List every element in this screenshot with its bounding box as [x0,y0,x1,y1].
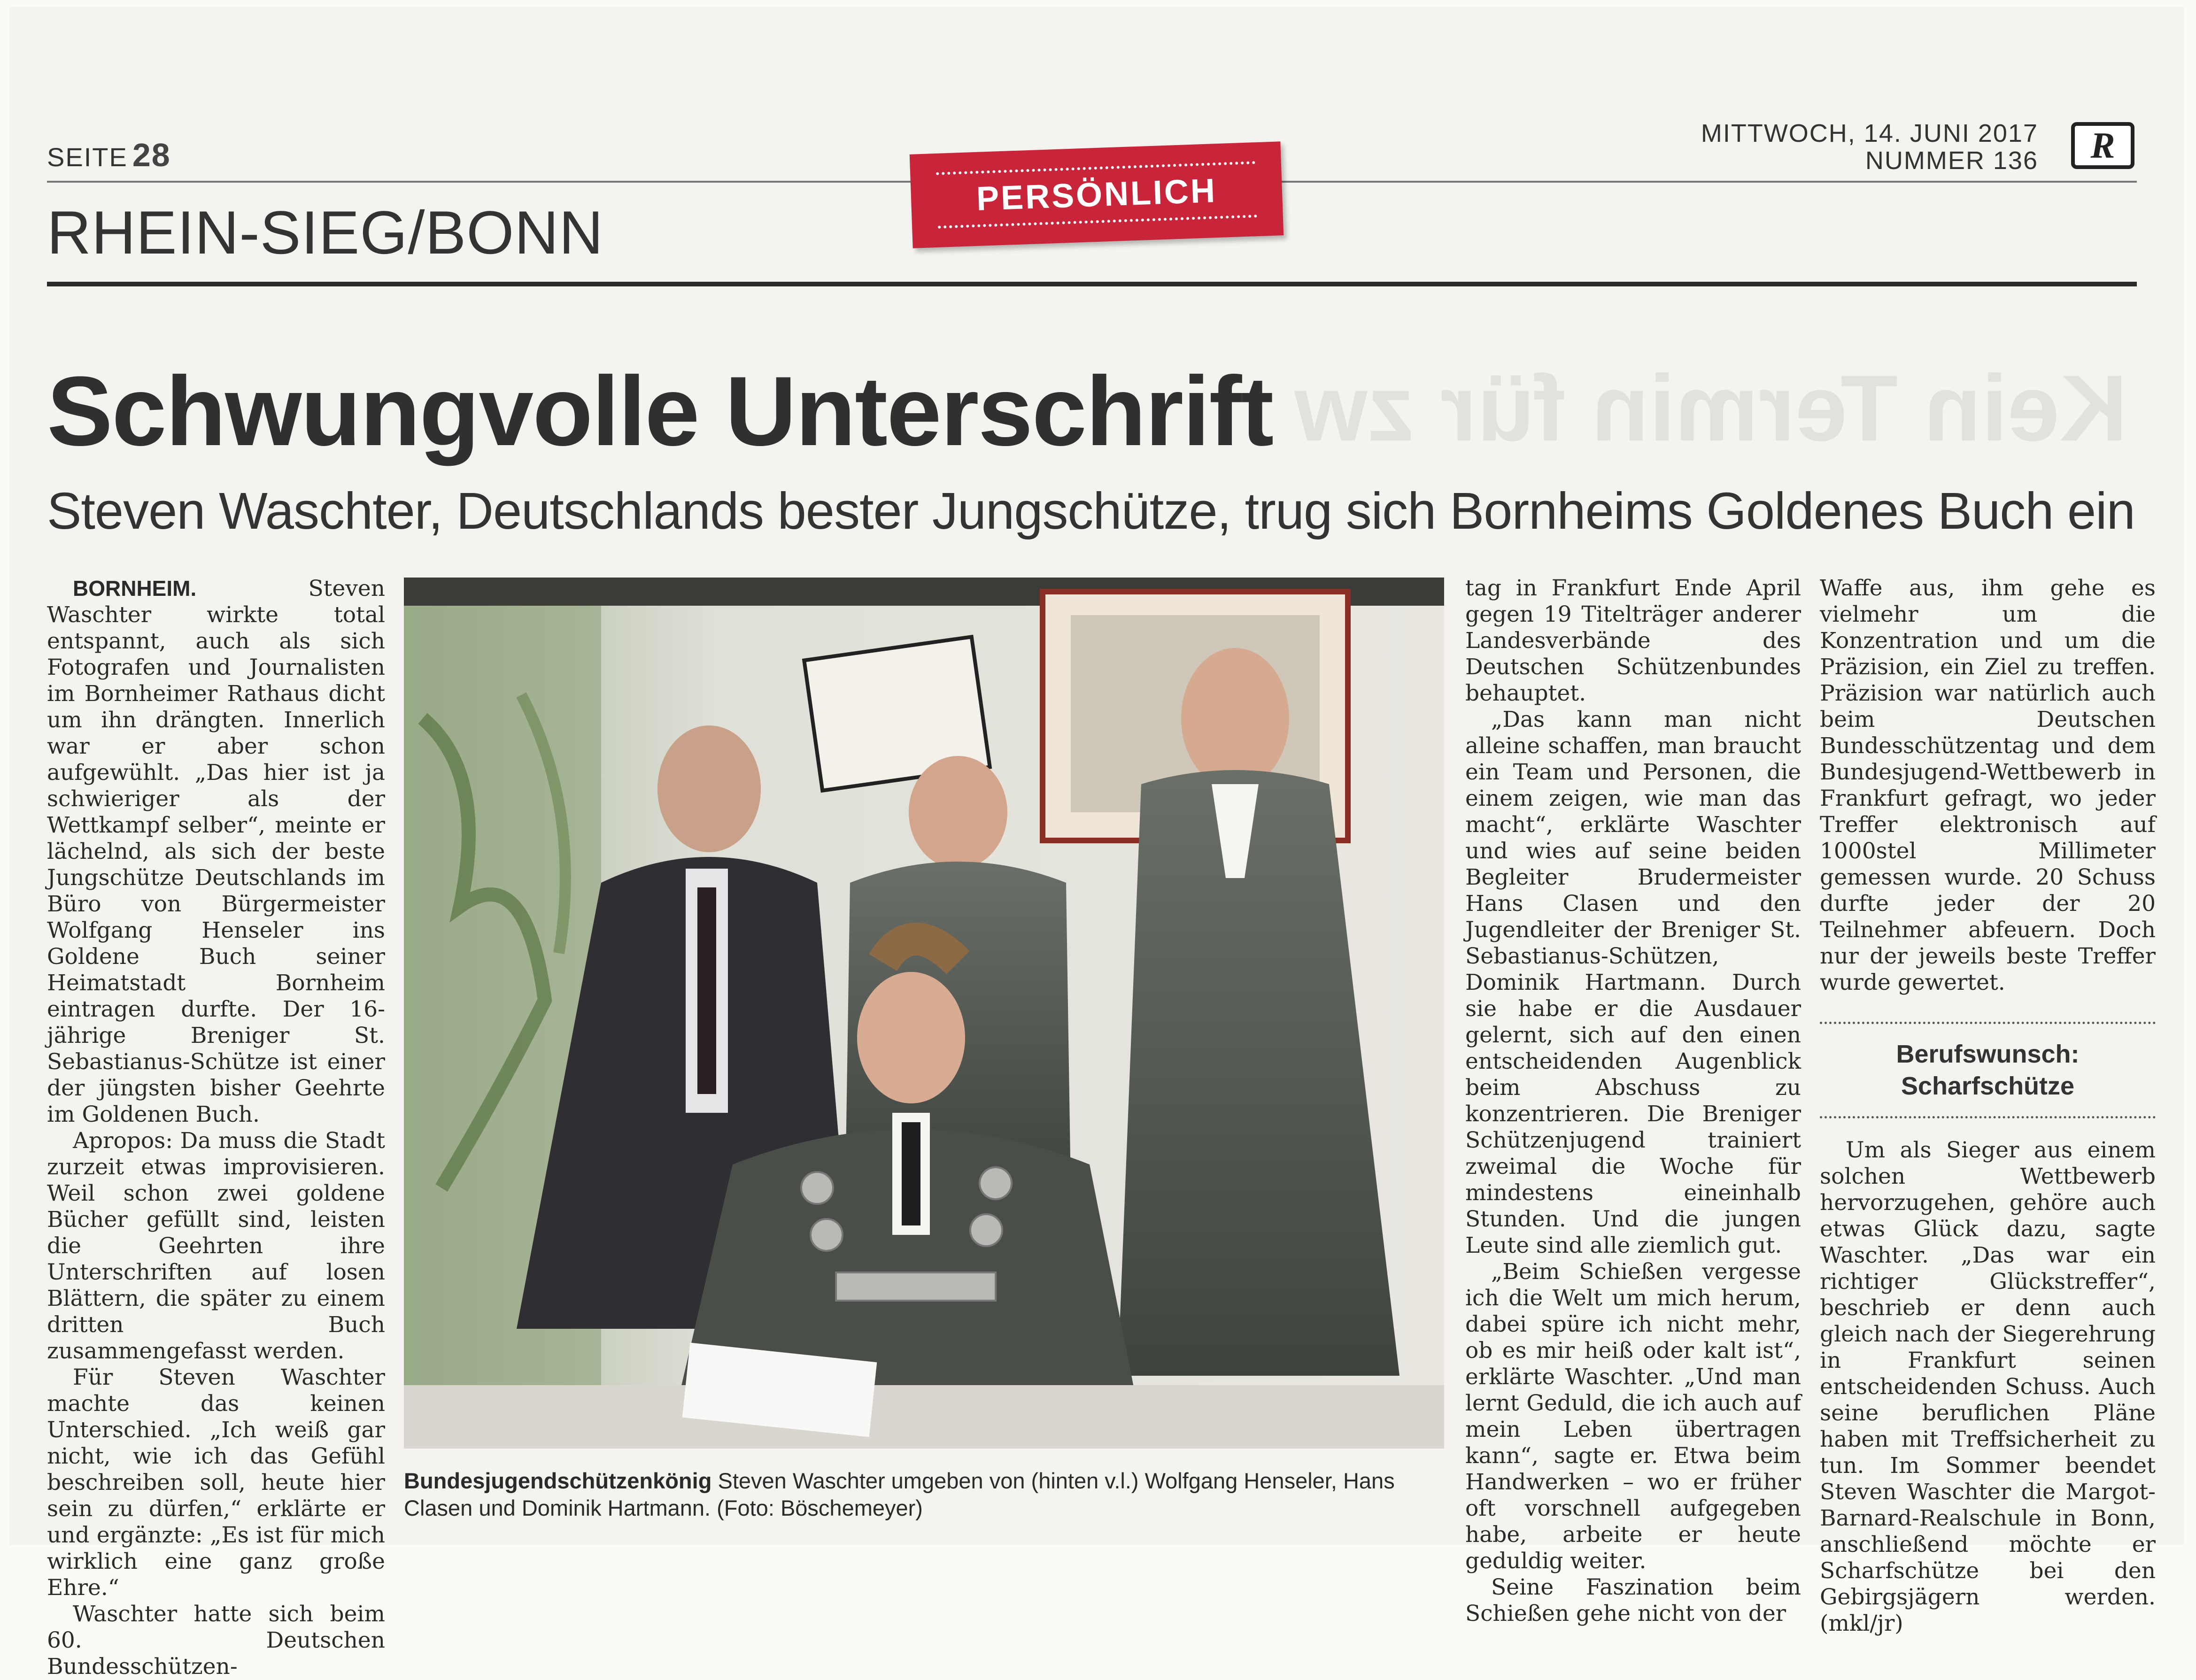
paragraph: Für Steven Waschter machte das keinen Unterschied. „Ich weiß gar nicht, wie ich das Gefühl beschreiben soll, heute hier sein zu dürfen,“ erklärte er und ergänzte: „Es ist für mich wirklich eine ganz große Ehre.“ [47,1364,385,1601]
paragraph: Waschter hatte sich beim 60. Deutschen Bundesschützen- [47,1601,385,1680]
page-number [47,136,171,174]
paragraph: Waffe aus, ihm gehe es vielmehr um die Konzentration und um die Präzision, ein Ziel zu treffen. Präzision war natürlich auch beim Deutschen Bundesschützentag und dem Bundesjugend-Wettbewerb in Frankfurt gefragt, wo jeder Treffer elektronisch auf 1000stel Millimeter gemessen wurde. 20 Schuss durfte jeder der 20 Teilnehmer abfeuern. Doch nur der jeweils beste Treffer wurde gewertet. [1820,575,2156,995]
article-photo [404,578,1444,1449]
article-column-4 [1820,575,2156,1637]
subtitle-line-2: Scharfschütze [1901,1072,2075,1100]
subtitle [1820,1038,2156,1102]
subheadline: Steven Waschter, Deutschlands bester Jungschütze, trug sich Bornheims Goldenes Buch ein [47,482,2135,540]
section-rule [47,282,2137,286]
paragraph: Um als Sieger aus einem solchen Wettbewerb hervorzugehen, gehöre auch etwas Glück dazu, sagte Waschter. „Das war ein richtiger Glückstreffer“, beschrieb er denn auch gleich nach der Siegerehrung in Frankfurt seinen entscheidenden Schuss. Auch seine beruflichen Pläne haben mit Treffsicherheit zu tun. Im Sommer beendet Steven Waschter die Margot-Barnard-Realschule in Bonn, anschließend möchte er Scharfschütze bei den Gebirgsjägern werden. (mkl/jr) [1820,1137,2156,1636]
photo-caption [404,1467,1444,1522]
paragraph: „Beim Schießen vergesse ich die Welt um mich herum, dabei spüre ich nicht mehr, ob es mir heiß oder kalt ist“, erklärte Waschter. „Und man lernt Geduld, die ich auch auf mein Leben übertragen kann“, sagte er. Etwa beim Handwerken – wo er früher oft vorschnell aufgegeben habe, arbeite er heute geduldig weiter. [1465,1259,1801,1574]
issue-info [1701,120,2038,174]
divider-dotted [1820,1116,2156,1118]
photo-illustration [404,578,1444,1449]
article-column-1 [47,575,385,1680]
divider-dotted [1820,1022,2156,1024]
bleed-through-text: Kein Termin für zw [1294,356,2127,461]
section-title: RHEIN-SIEG/BONN [47,198,604,267]
article-column-3 [1465,575,1801,1627]
paragraph [47,575,385,1128]
badge-label: PERSÖNLICH [975,172,1218,218]
paragraph: Seine Faszination beim Schießen gehe nicht von der [1465,1574,1801,1626]
paragraph: Apropos: Da muss die Stadt zurzeit etwas improvisieren. Weil schon zwei goldene Bücher gefüllt sind, leisten die Geehrten ihre Unterschriften auf losen Blättern, die später zu einem dritten Buch zusammengefasst werden. [47,1128,385,1364]
caption-bold: Bundesjugendschützenkönig [404,1468,712,1493]
page-number-value: 28 [132,137,171,173]
dateline: BORNHEIM. [73,576,197,601]
newspaper-logo [2071,122,2134,169]
subtitle-line-1: Berufswunsch: [1896,1040,2080,1068]
newspaper-page [9,7,2184,1680]
caption-text: Steven Waschter umgeben von (hinten v.l.) Wolfgang Henseler, Hans Clasen und Dominik Hartmann. (Foto: Böschemeyer) [404,1468,1395,1520]
paragraph-text: Steven Waschter wirkte total entspannt, auch als sich Fotografen und Journalisten im Bornheimer Rathaus dicht um ihn drängten. Innerlich war er aber schon aufgewühlt. „Das hier ist ja schwieriger als der Wettkampf selber“, meinte er lächelnd, als sich der beste Jungschütze Deutschlands im Büro von Bürgermeister Wolfgang Henseler ins Goldene Buch seiner Heimatstadt Bornheim eintragen durfte. Der 16-jährige Breniger St. Sebastianus-Schütze ist einer der jüngsten bisher Geehrte im Goldenen Buch. [47,576,385,1127]
section-badge [910,141,1284,248]
logo-letter: R [2090,125,2115,166]
paragraph: tag in Frankfurt Ende April gegen 19 Titelträger anderer Landesverbände des Deutschen Schützenbundes behauptet. [1465,575,1801,706]
paragraph: „Das kann man nicht alleine schaffen, man braucht ein Team und Personen, die einem zeigen, wie man das macht“, erklärte Waschter und wies auf seine beiden Begleiter Brudermeister Hans Clasen und den Jugendleiter der Breniger St. Sebastianus-Schützen, Dominik Hartmann. Durch sie habe er die Ausdauer gelernt, sich auf den einen entscheidenden Augenblick beim Abschuss zu konzentrieren. Die Breniger Schützenjugend trainiert zweimal die Woche für mindestens eineinhalb Stunden. Und die jungen Leute sind alle ziemlich gut. [1465,707,1801,1258]
headline: Schwungvolle Unterschrift [47,356,1273,466]
page-label: SEITE [47,142,128,172]
issue-date: MITTWOCH, 14. JUNI 2017 [1701,119,2038,147]
issue-number: NUMMER 136 [1865,146,2038,175]
